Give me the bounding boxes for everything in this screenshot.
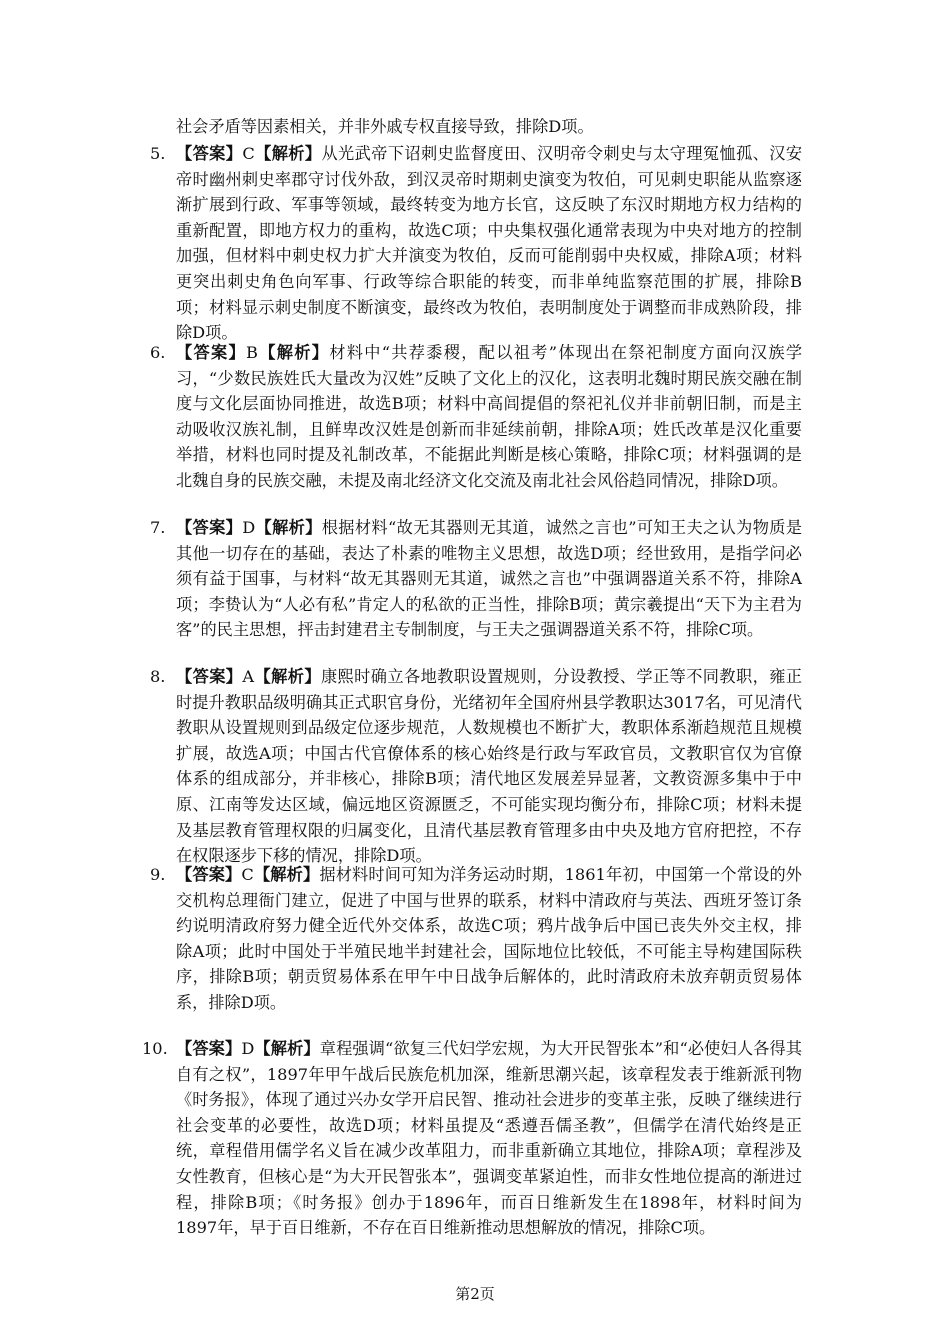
item-number: 10. (142, 1039, 168, 1058)
analysis-text: 从光武帝下诏刺史监督度田、汉明帝令刺史与太守理冤恤孤、汉安帝时幽州刺史率郡守讨伐外敌，到汉灵帝时期刺史演变为牧伯，可见刺史职能从监察逐渐扩展到行政、军事等领域，最终转变为地方长官，这反映了东汉时期地方权力结构的重新配置，即地方权力的重构，故选C项；中央集权强化通常表现为中央对地方的控制加强，但材料中刺史权力扩大并演变为牧伯，反而可能削弱中央权威，排除A项；材料更突出刺史角色向军事、行政等综合职能的转变，而非单纯监察范围的扩展，排除B项；材料显示刺史制度不断演变，最终改为牧伯，表明制度处于调整而非成熟阶段，排除D项。 (176, 144, 803, 343)
item-number: 8. (150, 667, 166, 686)
item-body (176, 141, 802, 346)
answer-value: D (242, 518, 256, 537)
answer-label: 【答案】 (176, 518, 243, 537)
analysis-label: 【解析】 (255, 518, 322, 537)
page-number: 第2页 (455, 1285, 495, 1303)
item-number: 5. (150, 144, 166, 163)
answer-value: C (241, 865, 254, 884)
item-number: 6. (150, 343, 166, 362)
analysis-label: 【解析】 (257, 343, 330, 362)
item-number: 7. (150, 518, 166, 537)
analysis-label: 【解析】 (254, 667, 321, 686)
analysis-text: 材料中“共荐黍稷，配以祖考”体现出在祭祀制度方面向汉族学习，“少数民族姓氏大量改为汉姓”反映了文化上的汉化，这表明北魏时期民族交融在制度与文化层面协同推进，故选B项；材料中高闾提倡的祭祀礼仪并非前朝旧制，而是主动吸收汉族礼制，且鲜卑改汉姓是创新而非延续前朝，排除A项；姓氏改革是汉化重要举措，材料也同时提及礼制改革，不能据此判断是核心策略，排除C项；材料强调的是北魏自身的民族交融，未提及南北经济文化交流及南北社会风俗趋同情况，排除D项。 (176, 343, 803, 490)
answer-label: 【答案】 (176, 144, 243, 163)
item-body (176, 664, 802, 869)
answer-value: D (241, 1039, 255, 1058)
analysis-text: 根据材料“故无其器则无其道，诚然之言也”可知王夫之认为物质是其他一切存在的基础，表达了朴素的唯物主义思想，故选D项；经世致用，是指学问必须有益于国事，与材料“故无其器则无其道，诚然之言也”中强调器道关系不符，排除A项；李贽认为“人必有私”肯定人的私欲的正当性，排除B项；黄宗羲提出“天下为主君为客”的民主思想，抨击封建君主专制制度，与王夫之强调器道关系不符，排除C项。 (176, 518, 803, 640)
analysis-label: 【解析】 (254, 144, 322, 163)
analysis-text: 据材料时间可知为洋务运动时期，1861年初，中国第一个常设的外交机构总理衙门建立，促进了中国与世界的联系，材料中清政府与英法、西班牙签订条约说明清政府努力健全近代外交体系，故选C项；鸦片战争后中国已丧失外交主权，排除A项；此时中国处于半殖民地半封建社会，国际地位比较低，不可能主导构建国际秩序，排除B项；朝贡贸易体系在甲午中日战争后解体的，此时清政府未放弃朝贡贸易体系，排除D项。 (176, 865, 802, 1012)
answer-value: A (242, 667, 255, 686)
analysis-text: 章程强调“欲复三代妇学宏规，为大开民智张本”和“必使妇人各得其自有之权”，1897年甲午战后民族危机加深，维新思潮兴起，该章程发表于维新派刊物《时务报》，体现了通过兴办女学开启民智、推动社会进步的变革主张，反映了继续进行社会变革的必要性，故选D项；材料虽提及“悉遵吾儒圣教”，但儒学在清代始终是正统，章程借用儒学名义旨在减少改革阻力，而非重新确立其地位，排除A项；章程涉及女性教育，但核心是“为大开民智张本”，强调变革紧迫性，而非女性地位提高的渐进过程，排除B项；《时务报》创办于1896年，而百日维新发生在1898年，材料时间为1897年，早于百日维新，不存在百日维新推动思想解放的情况，排除C项。 (176, 1039, 803, 1238)
answer-value: B (246, 343, 258, 362)
answer-label: 【答案】 (176, 1039, 242, 1058)
continuation-paragraph: 社会矛盾等因素相关，并非外戚专权直接导致，排除D项。 (176, 117, 594, 136)
analysis-label: 【解析】 (254, 1039, 320, 1058)
answer-label: 【答案】 (176, 343, 246, 362)
item-body (176, 1036, 802, 1241)
answer-label: 【答案】 (176, 667, 243, 686)
analysis-label: 【解析】 (253, 865, 320, 884)
item-body (176, 515, 802, 643)
item-body (176, 862, 802, 1016)
item-body (176, 340, 802, 494)
answer-label: 【答案】 (176, 865, 242, 884)
item-number: 9. (150, 865, 166, 884)
answer-value: C (242, 144, 255, 163)
analysis-text: 康熙时确立各地教职设置规则，分设教授、学正等不同教职，雍正时提升教职品级明确其正式职官身份，光绪初年全国府州县学教职达3017名，可见清代教职从设置规则到品级定位逐步规范，人数规模也不断扩大，教职体系渐趋规范且规模扩展，故选A项；中国古代官僚体系的核心始终是行政与军政官员，文教职官仅为官僚体系的组成部分，并非核心，排除B项；清代地区发展差异显著，文教资源多集中于中原、江南等发达区域，偏远地区资源匮乏，不可能实现均衡分布，排除C项；材料未提及基层教育管理权限的归属变化，且清代基层教育管理多由中央及地方官府把控，不存在权限逐步下移的情况，排除D项。 (176, 667, 803, 866)
